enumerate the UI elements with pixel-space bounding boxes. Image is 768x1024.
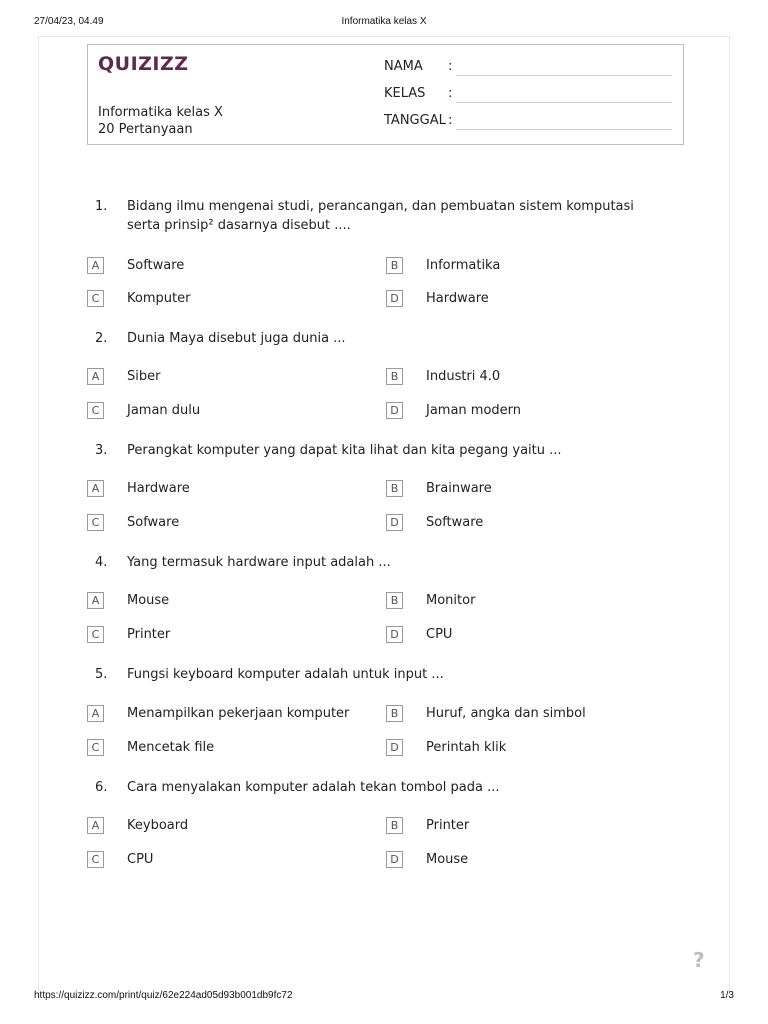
fill-line (456, 75, 672, 76)
option-text: CPU (127, 852, 154, 867)
option-text: Industri 4.0 (426, 369, 501, 384)
option-text: Jaman modern (426, 403, 522, 418)
option-letter-box: C (87, 290, 104, 307)
quizizz-logo: QUIZIZZ (98, 53, 189, 75)
question-text: Bidang ilmu mengenai studi, perancangan, dan pembuatan sistem komputasi serta prinsip² dasarnya disebut .... (127, 199, 634, 233)
field-label: KELAS (384, 86, 426, 101)
question-count: 20 Pertanyaan (98, 122, 193, 137)
option-letter-box: A (87, 817, 104, 834)
question-text: Fungsi keyboard komputer adalah untuk input ... (127, 667, 444, 682)
print-title: Informatika kelas X (341, 16, 427, 27)
option-letter-box: D (386, 739, 403, 756)
option-letter-box: B (386, 817, 403, 834)
option-letter-box: D (386, 514, 403, 531)
question-text: Cara menyalakan komputer adalah tekan tombol pada ... (127, 780, 500, 795)
quiz-page (38, 36, 730, 994)
print-timestamp: 27/04/23, 04.49 (34, 16, 104, 27)
option-text: Mouse (426, 852, 469, 867)
field-colon: : (448, 86, 453, 101)
option-text: Siber (127, 369, 161, 384)
option-text: Informatika (426, 258, 501, 273)
option-letter-box: D (386, 851, 403, 868)
option-letter-box: B (386, 592, 403, 609)
option-text: Huruf, angka dan simbol (426, 706, 586, 721)
option-letter-box: C (87, 514, 104, 531)
option-text: Printer (127, 627, 171, 642)
field-colon: : (448, 113, 453, 128)
option-text: Mouse (127, 593, 170, 608)
quiz-title: Informatika kelas X (98, 105, 223, 120)
option-letter-box: D (386, 402, 403, 419)
option-text: Keyboard (127, 818, 189, 833)
option-text: Menampilkan pekerjaan komputer (127, 706, 350, 721)
print-header (34, 16, 734, 30)
option-letter-box: C (87, 739, 104, 756)
field-label: TANGGAL (384, 113, 446, 128)
option-text: CPU (426, 627, 453, 642)
option-letter-box: B (386, 368, 403, 385)
option-letter-box: A (87, 368, 104, 385)
fill-line (456, 129, 672, 130)
option-text: Perintah klik (426, 740, 507, 755)
option-letter-box: D (386, 626, 403, 643)
option-text: Komputer (127, 291, 191, 306)
question-number: 4. (95, 555, 108, 570)
question-text: Perangkat komputer yang dapat kita lihat dan kita pegang yaitu ... (127, 443, 562, 458)
option-letter-box: C (87, 851, 104, 868)
option-letter-box: A (87, 257, 104, 274)
print-footer (34, 990, 734, 1004)
question-text: Yang termasuk hardware input adalah ... (127, 555, 391, 570)
option-letter-box: C (87, 402, 104, 419)
option-letter-box: B (386, 480, 403, 497)
question-text: Dunia Maya disebut juga dunia ... (127, 331, 346, 346)
option-text: Monitor (426, 593, 476, 608)
field-label: NAMA (384, 59, 423, 74)
option-letter-box: A (87, 480, 104, 497)
option-letter-box: D (386, 290, 403, 307)
option-text: Jaman dulu (127, 403, 201, 418)
option-text: Printer (426, 818, 470, 833)
option-text: Sofware (127, 515, 180, 530)
page-number: 1/3 (720, 990, 734, 1001)
option-text: Hardware (127, 481, 190, 496)
option-letter-box: B (386, 705, 403, 722)
option-text: Hardware (426, 291, 489, 306)
field-colon: : (448, 59, 453, 74)
option-text: Brainware (426, 481, 492, 496)
option-text: Software (426, 515, 484, 530)
option-letter-box: C (87, 626, 104, 643)
option-letter-box: A (87, 705, 104, 722)
print-url: https://quizizz.com/print/quiz/62e224ad05d93b001db9fc72 (34, 990, 293, 1001)
quiz-header-box (87, 44, 684, 145)
question-mark-icon[interactable]: ? (693, 948, 705, 972)
question-number: 3. (95, 443, 108, 458)
question-number: 5. (95, 667, 108, 682)
question-number: 1. (95, 199, 108, 214)
option-letter-box: B (386, 257, 403, 274)
option-letter-box: A (87, 592, 104, 609)
option-text: Mencetak file (127, 740, 215, 755)
question-number: 6. (95, 780, 108, 795)
fill-line (456, 102, 672, 103)
question-number: 2. (95, 331, 108, 346)
option-text: Software (127, 258, 185, 273)
